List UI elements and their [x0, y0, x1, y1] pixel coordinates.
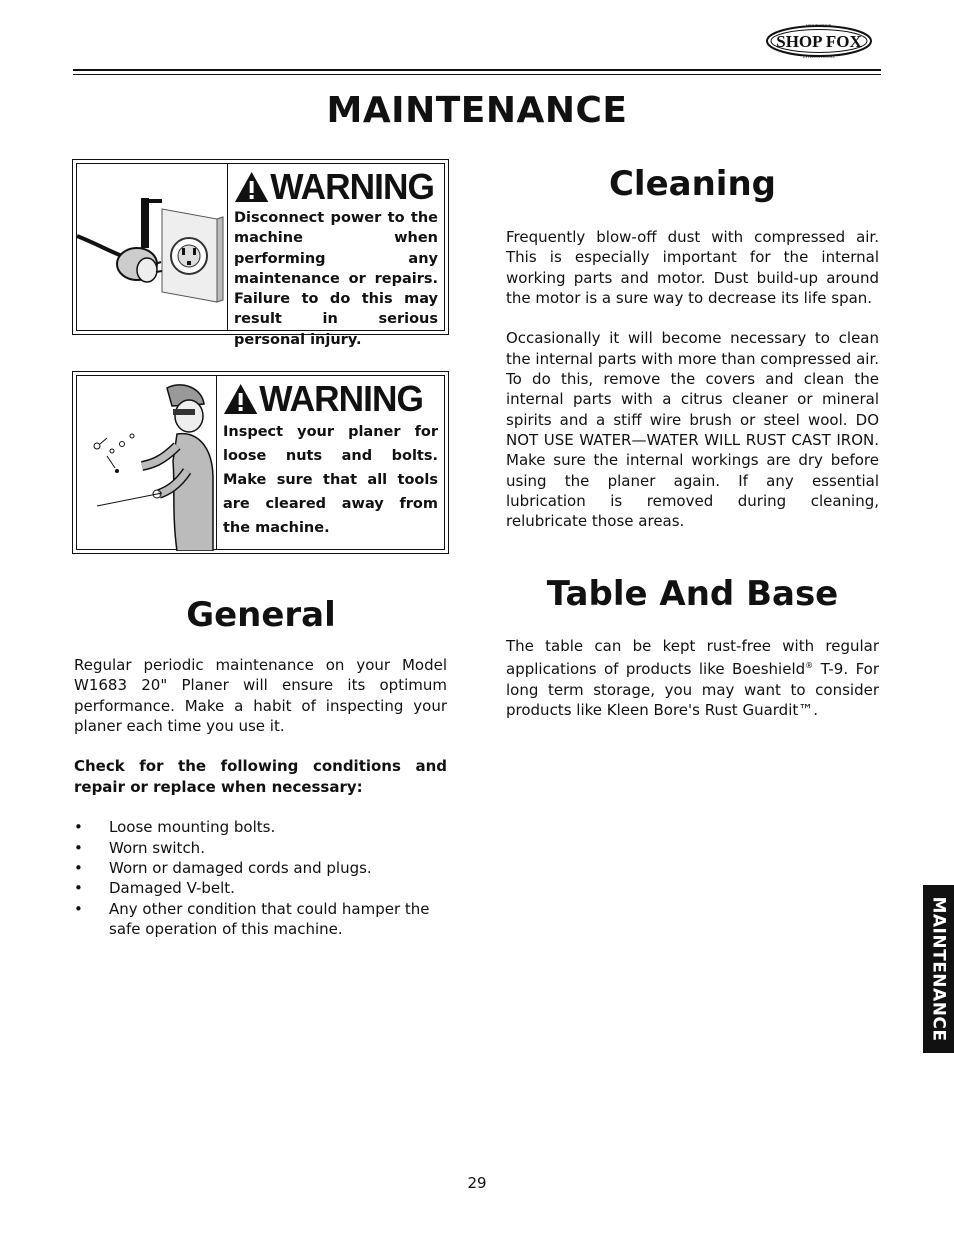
warning-message: Inspect your planer for loose nuts and bolts. Make sure that all tools are cleared away from the machine.	[223, 424, 438, 536]
general-intro: Regular periodic maintenance on your Model W1683 20" Planer will ensure its optimum performance. Make a habit of inspecting your planer each time you use it.	[74, 656, 447, 735]
warning-box-disconnect-power	[72, 159, 449, 348]
cleaning-paragraph-2: Occasionally it will become necessary to clean the internal parts with more than compressed air. To do this, remove the covers and clean the internal parts with a citrus cleaner or mineral spirits and a stiff wire brush or steel wool. DO NOT USE WATER—WATER WILL RUST CAST IRON. Make sure the internal workings are dry before using the planer again. If any essential lubrication is removed during cleaning, relubricate those areas.	[506, 329, 879, 531]
svg-text:WOODSTOCK: WOODSTOCK	[806, 23, 832, 28]
mechanic-with-tools-icon	[77, 376, 217, 549]
warning-box-inspect-planer	[72, 371, 449, 554]
list-item: • Damaged V-belt.	[74, 878, 447, 898]
warning-heading: WARNING	[223, 380, 434, 418]
list-item: • Worn or damaged cords and plugs.	[74, 858, 447, 878]
table-base-heading: Table And Base	[546, 574, 839, 614]
general-section	[74, 655, 447, 939]
page-title: MAINTENANCE	[326, 90, 628, 131]
list-item: • Any other condition that could hamper the safe operation of this machine.	[74, 899, 447, 940]
shop-fox-logo	[764, 20, 874, 60]
cleaning-heading: Cleaning	[608, 164, 776, 204]
table-base-paragraph: The table can be kept rust-free with regular applications of products like Boeshield® T-9. For long term storage, you may want to consider products like Kleen Bore's Rust Guardit™.	[506, 637, 880, 719]
header-rule	[73, 69, 881, 71]
general-heading: General	[186, 595, 336, 635]
cleaning-paragraph-1: Frequently blow-off dust with compressed air. This is especially important for the internal working parts and motor. Dust build-up around the motor is a sure way to decrease its life span.	[506, 228, 879, 307]
svg-text:SHOP FOX: SHOP FOX	[776, 32, 862, 51]
table-base-section	[506, 636, 879, 740]
unplug-cord-icon	[77, 164, 228, 330]
warning-message: Disconnect power to the machine when performing any maintenance or repairs. Failure to do this may result in serious personal injury.	[234, 210, 438, 348]
warning-heading: WARNING	[234, 168, 434, 206]
cleaning-section	[506, 227, 879, 552]
header-rule-thin	[73, 74, 881, 75]
general-checklist	[74, 817, 447, 939]
list-item: • Loose mounting bolts.	[74, 817, 447, 837]
warning-triangle-icon	[234, 171, 269, 203]
general-check-heading: Check for the following conditions and repair or replace when necessary:	[74, 757, 447, 796]
svg-text:INTERNATIONAL: INTERNATIONAL	[803, 54, 835, 59]
warning-triangle-icon	[223, 383, 258, 415]
section-side-tab: MAINTENANCE	[923, 885, 954, 1053]
page-number: 29	[467, 1174, 487, 1192]
list-item: • Worn switch.	[74, 838, 447, 858]
